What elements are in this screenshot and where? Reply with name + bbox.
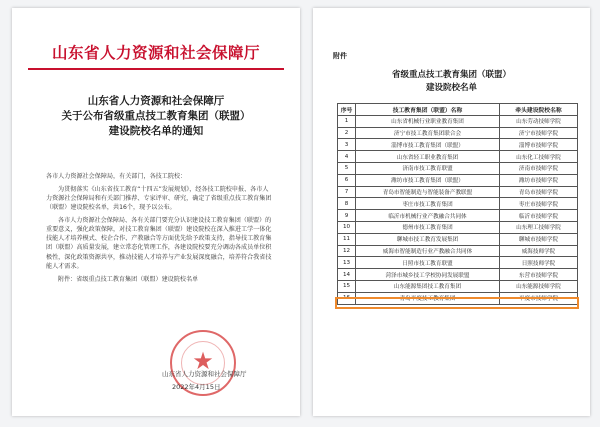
row-lead-school: 潍坊市技师学院 [500, 174, 578, 186]
row-group-name: 山东能源集团技工教育集团 [356, 280, 500, 292]
row-lead-school: 东营市技师学院 [500, 269, 578, 281]
row-group-name: 菏泽市城乡技工学校协同发展联盟 [356, 269, 500, 281]
notice-title-line: 建设院校名单的通知 [108, 125, 204, 137]
row-index: 10 [338, 221, 356, 233]
row-index: 8 [338, 198, 356, 210]
signature-block [162, 368, 247, 394]
table-row [338, 233, 578, 245]
list-title-line: 省级重点技工教育集团（联盟） [391, 70, 511, 80]
header-lead-school: 牵头建设院校名称 [500, 104, 578, 116]
row-index: 14 [338, 269, 356, 281]
notice-body [46, 172, 272, 287]
row-group-name: 聊城市技工教育发展集团 [356, 233, 500, 245]
header-red-rule [28, 68, 284, 70]
row-lead-school: 山东劳动技师学院 [500, 115, 578, 127]
notice-page [12, 8, 300, 416]
row-group-name: 淄博市技工教育集团（联盟） [356, 139, 500, 151]
row-lead-school: 威海技师学院 [500, 245, 578, 257]
row-index: 6 [338, 174, 356, 186]
row-index: 15 [338, 280, 356, 292]
row-lead-school: 山东理工技师学院 [500, 221, 578, 233]
table-row [338, 186, 578, 198]
notice-paragraph: 各市人力资源社会保障局，有关部门，各技工院校： [46, 173, 187, 180]
row-group-name: 青岛市智能制造与智能装备产教联盟 [356, 186, 500, 198]
table-row [338, 198, 578, 210]
row-lead-school: 平度市技师学院 [500, 292, 578, 304]
row-index: 9 [338, 210, 356, 222]
row-group-name: 山东省轻工职业教育集团 [356, 151, 500, 163]
list-title [313, 69, 590, 95]
row-lead-school: 青岛市技师学院 [500, 186, 578, 198]
table-row [338, 115, 578, 127]
notice-paragraph: 各市人力资源社会保障局、各有关部门要充分认识建设技工教育集团（联盟）的重要意义，强化政策保障，对技工教育集团（联盟）建设院校在深入推进工学一体化技能人才培养模式、校企合作、产教融合等方面优先给予政策支持，指导技工教育集团（联盟）高质量发展，建立常态化管理工作，各建设院校要充分调动各成员单位积极性，深化政策资源共享，推动技能人才培养与产业发展深度融合，培养符合我省技能人才需求。 [46, 216, 272, 270]
signing-date: 2022年4月15日 [172, 383, 221, 391]
annex-label: 附件 [333, 52, 347, 60]
row-lead-school: 淄博市技师学院 [500, 139, 578, 151]
row-lead-school: 山东能源技师学院 [500, 280, 578, 292]
row-group-name: 济宁市技工教育集团联合会 [356, 127, 500, 139]
row-index: 13 [338, 257, 356, 269]
row-index: 1 [338, 115, 356, 127]
table-row [338, 127, 578, 139]
row-group-name: 潍坊市技工教育集团（联盟） [356, 174, 500, 186]
row-lead-school: 枣庄市技师学院 [500, 198, 578, 210]
list-title-line: 建设院校名单 [425, 83, 477, 93]
seal-star-icon: ★ [192, 347, 214, 375]
row-lead-school: 济南市技师学院 [500, 162, 578, 174]
row-lead-school: 济宁市技师学院 [500, 127, 578, 139]
table-row [338, 151, 578, 163]
table-row [338, 221, 578, 233]
row-index: 12 [338, 245, 356, 257]
notice-paragraph: 为贯彻落实《山东省技工教育“十四五”发展规划》，经各技工院校申报、各市人力资源社会保障局和有关部门推荐、专家评审、研究，确定了省级重点技工教育集团（联盟）建设院校名单，共16个，现予以公布。 [46, 185, 272, 212]
table-row [338, 210, 578, 222]
header-group-name: 技工教育集团（联盟）名称 [356, 104, 500, 116]
row-group-name: 威海市智能制造行业产教融合共同体 [356, 245, 500, 257]
row-group-name: 枣庄市技工教育集团 [356, 198, 500, 210]
table-row [338, 245, 578, 257]
row-index: 11 [338, 233, 356, 245]
row-group-name: 临沂市机械行业产教融合共同体 [356, 210, 500, 222]
table-row [338, 162, 578, 174]
table-row [338, 139, 578, 151]
header-index: 序号 [338, 104, 356, 116]
row-group-name: 日照市技工教育联盟 [356, 257, 500, 269]
row-lead-school: 日照技师学院 [500, 257, 578, 269]
row-group-name: 德州市技工教育集团 [356, 221, 500, 233]
agency-header: 山东省人力资源和社会保障厅 [51, 43, 260, 62]
table-row [338, 174, 578, 186]
table-row [338, 280, 578, 292]
row-index: 5 [338, 162, 356, 174]
table-header-row [338, 104, 578, 116]
notice-title [12, 94, 300, 139]
row-group-name: 山东省机械行业职业教育集团 [356, 115, 500, 127]
notice-attachment-line: 附件：省级重点技工教育集团（联盟）建设院校名单 [58, 275, 199, 283]
row-index: 2 [338, 127, 356, 139]
table-row [338, 292, 578, 304]
row-group-name: 济南市技工教育联盟 [356, 162, 500, 174]
row-index: 16 [338, 292, 356, 304]
school-list-table [337, 103, 578, 305]
row-index: 7 [338, 186, 356, 198]
notice-title-line: 山东省人力资源和社会保障厅 [87, 95, 225, 107]
row-lead-school: 山东化工技师学院 [500, 151, 578, 163]
row-lead-school: 临沂市技师学院 [500, 210, 578, 222]
notice-title-line: 关于公布省级重点技工教育集团（联盟） [61, 110, 251, 122]
row-index: 4 [338, 151, 356, 163]
table-row [338, 269, 578, 281]
signing-agency: 山东省人力资源和社会保障厅 [162, 370, 247, 378]
row-index: 3 [338, 139, 356, 151]
annex-page [313, 8, 590, 416]
row-lead-school: 聊城市技师学院 [500, 233, 578, 245]
row-group-name: 青岛平度技工教育集团 [356, 292, 500, 304]
table-row [338, 257, 578, 269]
